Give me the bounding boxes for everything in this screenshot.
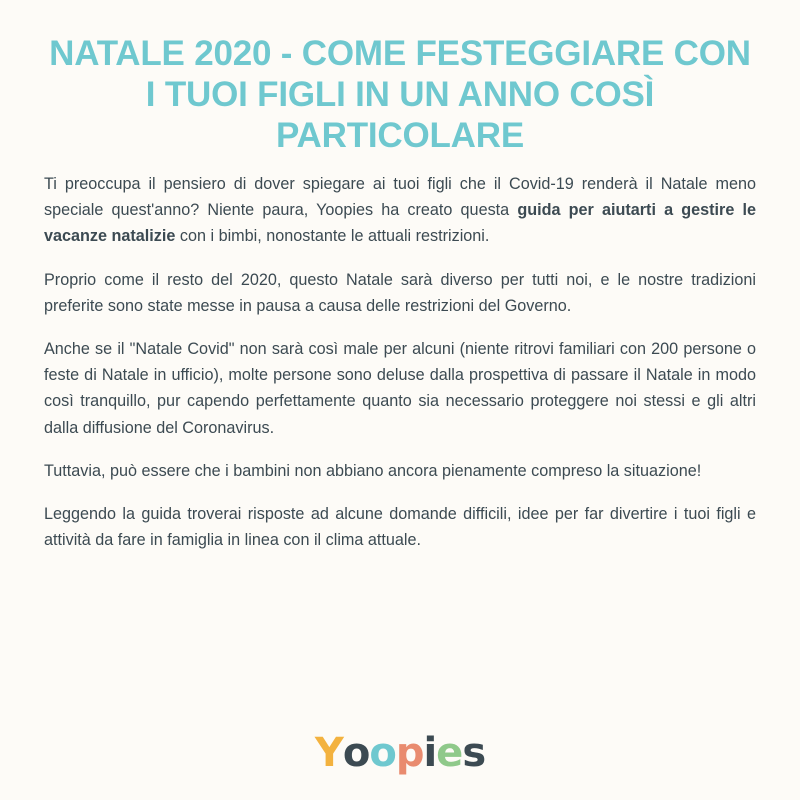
page-title: NATALE 2020 - COME FESTEGGIARE CON I TUOI FIGLI IN UN ANNO COSÌ PARTICOLARE xyxy=(49,34,751,155)
paragraph-2: Proprio come il resto del 2020, questo Natale sarà diverso per tutti noi, e le nostre tradizioni preferite sono state messe in pausa a causa delle restrizioni del Governo. xyxy=(44,270,756,315)
logo-letter-o2: o xyxy=(369,730,396,776)
logo-letter-p: p xyxy=(395,730,424,776)
article-body xyxy=(44,171,756,554)
paragraph-1-part-1: Ti preoccupa il pensiero di dover spiegare ai tuoi figli che il Covid-19 renderà il Natale meno speciale quest'anno? Niente paura, Yoopies ha creato questa xyxy=(44,174,756,220)
paragraph-1 xyxy=(44,171,756,250)
paragraph-1-part-3: con i bimbi, nonostante le attuali restrizioni. xyxy=(175,227,490,246)
paragraph-4: Tuttavia, può essere che i bambini non abbiano ancora pienamente compreso la situazione! xyxy=(44,461,702,480)
paragraph-5: Leggendo la guida troverai risposte ad alcune domande difficili, idee per far divertire i tuoi figli e attività da fare in famiglia in linea con il clima attuale. xyxy=(44,505,756,550)
logo-letter-i: i xyxy=(423,730,437,776)
paragraph-1-highlight: guida per aiutarti a gestire le vacanze natalizie xyxy=(44,201,756,246)
logo-letter-o1: o xyxy=(342,730,370,776)
logo-letter-s: s xyxy=(462,730,486,776)
logo-letter-y: Y xyxy=(314,730,343,776)
paragraph-3: Anche se il "Natale Covid" non sarà così male per alcuni (niente ritrovi familiari con 200 persone o feste di Natale in ufficio), molte persone sono deluse dalla prospettiva di passare il Natale in modo così tranquillo, pur capendo perfettamente quanto sia necessario proteggere noi stessi e gli altri dalla diffusione del Coronavirus. xyxy=(44,339,756,437)
yoopies-logo-text xyxy=(315,730,485,776)
brand-logo xyxy=(0,730,800,776)
logo-letter-e: e xyxy=(436,730,463,776)
